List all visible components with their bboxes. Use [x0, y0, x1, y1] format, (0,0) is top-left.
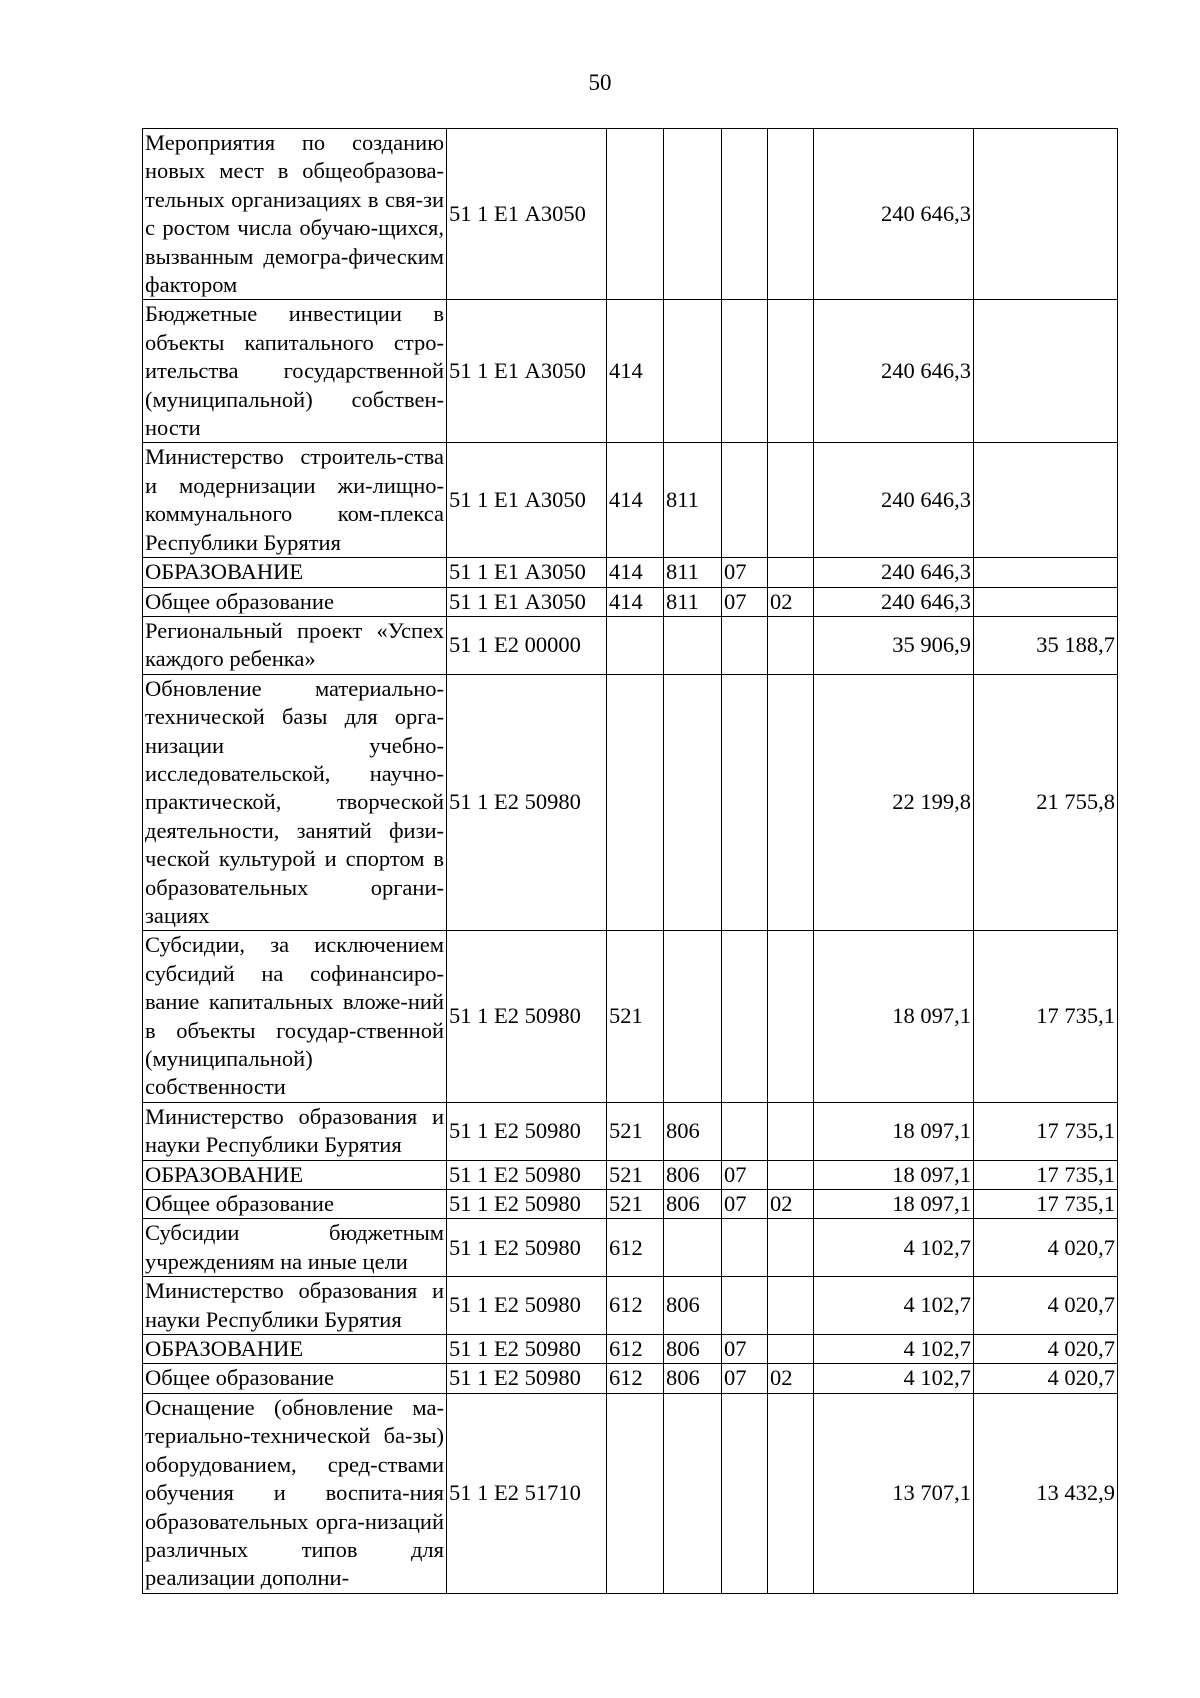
row-ministry-code: 806 — [664, 1335, 722, 1364]
row-subsection — [768, 931, 814, 1102]
row-name: Мероприятия по созданию новых мест в общеобразова-тельных организациях в свя-зи с ростом числа обучаю-щихся, вызванным демогра-фическим фактором — [143, 129, 447, 300]
row-target-code: 51 1 Е2 50980 — [447, 674, 607, 931]
table-row — [143, 674, 1118, 931]
row-subsection — [768, 443, 814, 558]
row-section — [722, 616, 768, 674]
row-target-code: 51 1 Е2 50980 — [447, 1277, 607, 1335]
table-row — [143, 300, 1118, 443]
row-amount-2: 17 735,1 — [974, 1190, 1118, 1219]
row-section: 07 — [722, 1364, 768, 1393]
row-amount-1: 4 102,7 — [814, 1335, 974, 1364]
table-row — [143, 931, 1118, 1102]
row-name: Обновление материально-технической базы для орга-низации учебно-исследовательской, научно-практической, творческой деятельности, занятий физи-ческой культурой и спортом в образовательных органи-зациях — [143, 674, 447, 931]
row-ministry-code: 806 — [664, 1102, 722, 1160]
row-ministry-code — [664, 129, 722, 300]
row-name: Министерство образования и науки Республики Бурятия — [143, 1277, 447, 1335]
row-subsection — [768, 129, 814, 300]
row-amount-2 — [974, 587, 1118, 616]
row-amount-1: 240 646,3 — [814, 129, 974, 300]
row-section — [722, 1102, 768, 1160]
row-section — [722, 931, 768, 1102]
row-subsection: 02 — [768, 1364, 814, 1393]
row-amount-1: 240 646,3 — [814, 443, 974, 558]
row-expense-type: 521 — [607, 1160, 664, 1189]
row-subsection — [768, 1335, 814, 1364]
row-amount-2 — [974, 443, 1118, 558]
row-amount-1: 18 097,1 — [814, 931, 974, 1102]
row-target-code: 51 1 Е2 50980 — [447, 931, 607, 1102]
row-amount-2: 17 735,1 — [974, 1160, 1118, 1189]
row-expense-type: 414 — [607, 300, 664, 443]
row-section — [722, 1277, 768, 1335]
row-ministry-code: 806 — [664, 1160, 722, 1189]
row-amount-2: 4 020,7 — [974, 1364, 1118, 1393]
page-number: 50 — [588, 70, 612, 95]
row-name: Бюджетные инвестиции в объекты капитального стро-ительства государственной (муниципальной) собствен-ности — [143, 300, 447, 443]
table-row — [143, 129, 1118, 300]
row-expense-type — [607, 1393, 664, 1593]
table-row — [143, 1190, 1118, 1219]
row-target-code: 51 1 Е2 00000 — [447, 616, 607, 674]
row-ministry-code — [664, 1219, 722, 1277]
row-target-code: 51 1 Е1 А3050 — [447, 129, 607, 300]
row-expense-type: 521 — [607, 1102, 664, 1160]
row-name: Субсидии бюджетным учреждениям на иные цели — [143, 1219, 447, 1277]
table-row — [143, 558, 1118, 587]
row-amount-1: 4 102,7 — [814, 1277, 974, 1335]
row-amount-2 — [974, 129, 1118, 300]
row-name: Общее образование — [143, 1190, 447, 1219]
row-amount-2: 4 020,7 — [974, 1277, 1118, 1335]
row-section: 07 — [722, 1335, 768, 1364]
row-section — [722, 1219, 768, 1277]
row-expense-type: 612 — [607, 1277, 664, 1335]
row-expense-type: 521 — [607, 1190, 664, 1219]
row-section: 07 — [722, 1160, 768, 1189]
row-target-code: 51 1 Е2 50980 — [447, 1364, 607, 1393]
row-amount-2 — [974, 300, 1118, 443]
row-amount-2: 17 735,1 — [974, 1102, 1118, 1160]
row-name: Министерство образования и науки Республики Бурятия — [143, 1102, 447, 1160]
row-amount-1: 4 102,7 — [814, 1364, 974, 1393]
row-section: 07 — [722, 558, 768, 587]
row-section: 07 — [722, 1190, 768, 1219]
row-amount-2 — [974, 558, 1118, 587]
row-target-code: 51 1 Е2 50980 — [447, 1102, 607, 1160]
row-ministry-code — [664, 931, 722, 1102]
row-target-code: 51 1 Е2 50980 — [447, 1219, 607, 1277]
row-name: ОБРАЗОВАНИЕ — [143, 1160, 447, 1189]
row-amount-1: 35 906,9 — [814, 616, 974, 674]
table-row — [143, 1160, 1118, 1189]
table-row — [143, 443, 1118, 558]
row-amount-1: 240 646,3 — [814, 300, 974, 443]
budget-table — [142, 128, 1118, 1594]
row-amount-1: 18 097,1 — [814, 1102, 974, 1160]
row-subsection — [768, 616, 814, 674]
row-name: Министерство строитель-ства и модернизации жи-лищно-коммунального ком-плекса Республики Бурятия — [143, 443, 447, 558]
row-amount-1: 18 097,1 — [814, 1160, 974, 1189]
row-ministry-code: 811 — [664, 587, 722, 616]
row-name: Общее образование — [143, 587, 447, 616]
row-amount-1: 13 707,1 — [814, 1393, 974, 1593]
table-row — [143, 1335, 1118, 1364]
row-amount-2: 21 755,8 — [974, 674, 1118, 931]
row-target-code: 51 1 Е2 50980 — [447, 1190, 607, 1219]
table-row — [143, 1277, 1118, 1335]
row-expense-type: 612 — [607, 1364, 664, 1393]
row-name: ОБРАЗОВАНИЕ — [143, 1335, 447, 1364]
row-amount-1: 18 097,1 — [814, 1190, 974, 1219]
row-subsection — [768, 1277, 814, 1335]
row-subsection — [768, 1219, 814, 1277]
row-expense-type — [607, 616, 664, 674]
row-name: Региональный проект «Успех каждого ребенка» — [143, 616, 447, 674]
row-subsection — [768, 1160, 814, 1189]
row-section — [722, 674, 768, 931]
row-section — [722, 1393, 768, 1593]
row-ministry-code — [664, 1393, 722, 1593]
row-expense-type: 414 — [607, 443, 664, 558]
row-amount-2: 35 188,7 — [974, 616, 1118, 674]
row-target-code: 51 1 Е1 А3050 — [447, 558, 607, 587]
row-section — [722, 443, 768, 558]
row-name: Общее образование — [143, 1364, 447, 1393]
table-row — [143, 1393, 1118, 1593]
row-ministry-code: 811 — [664, 443, 722, 558]
row-target-code: 51 1 Е1 А3050 — [447, 443, 607, 558]
row-amount-2: 4 020,7 — [974, 1219, 1118, 1277]
row-ministry-code — [664, 674, 722, 931]
row-expense-type: 414 — [607, 558, 664, 587]
row-subsection — [768, 558, 814, 587]
row-expense-type: 612 — [607, 1335, 664, 1364]
row-expense-type: 612 — [607, 1219, 664, 1277]
row-name: Субсидии, за исключением субсидий на софинансиро-вание капитальных вложе-ний в объекты государ-ственной (муниципальной) собственности — [143, 931, 447, 1102]
table-row — [143, 1219, 1118, 1277]
row-expense-type — [607, 129, 664, 300]
row-name: Оснащение (обновление ма-териально-технической ба-зы) оборудованием, сред-ствами обучения и воспита-ния образовательных орга-низаций различных типов для реализации дополни- — [143, 1393, 447, 1593]
row-ministry-code: 806 — [664, 1190, 722, 1219]
row-target-code: 51 1 Е1 А3050 — [447, 300, 607, 443]
row-subsection — [768, 1102, 814, 1160]
table-row — [143, 1364, 1118, 1393]
row-amount-1: 22 199,8 — [814, 674, 974, 931]
row-target-code: 51 1 Е1 А3050 — [447, 587, 607, 616]
table-row — [143, 616, 1118, 674]
row-subsection — [768, 300, 814, 443]
row-section — [722, 129, 768, 300]
table-row — [143, 1102, 1118, 1160]
row-expense-type: 521 — [607, 931, 664, 1102]
row-ministry-code — [664, 616, 722, 674]
row-ministry-code: 806 — [664, 1277, 722, 1335]
row-ministry-code: 811 — [664, 558, 722, 587]
row-expense-type: 414 — [607, 587, 664, 616]
row-section — [722, 300, 768, 443]
row-subsection — [768, 674, 814, 931]
row-target-code: 51 1 Е2 50980 — [447, 1335, 607, 1364]
row-section: 07 — [722, 587, 768, 616]
row-subsection: 02 — [768, 587, 814, 616]
row-ministry-code: 806 — [664, 1364, 722, 1393]
row-target-code: 51 1 Е2 51710 — [447, 1393, 607, 1593]
row-expense-type — [607, 674, 664, 931]
table-body — [143, 129, 1118, 1594]
row-amount-2: 17 735,1 — [974, 931, 1118, 1102]
row-amount-2: 4 020,7 — [974, 1335, 1118, 1364]
row-name: ОБРАЗОВАНИЕ — [143, 558, 447, 587]
row-amount-2: 13 432,9 — [974, 1393, 1118, 1593]
row-subsection: 02 — [768, 1190, 814, 1219]
row-amount-1: 240 646,3 — [814, 558, 974, 587]
row-target-code: 51 1 Е2 50980 — [447, 1160, 607, 1189]
row-amount-1: 240 646,3 — [814, 587, 974, 616]
row-subsection — [768, 1393, 814, 1593]
row-ministry-code — [664, 300, 722, 443]
table-row — [143, 587, 1118, 616]
row-amount-1: 4 102,7 — [814, 1219, 974, 1277]
